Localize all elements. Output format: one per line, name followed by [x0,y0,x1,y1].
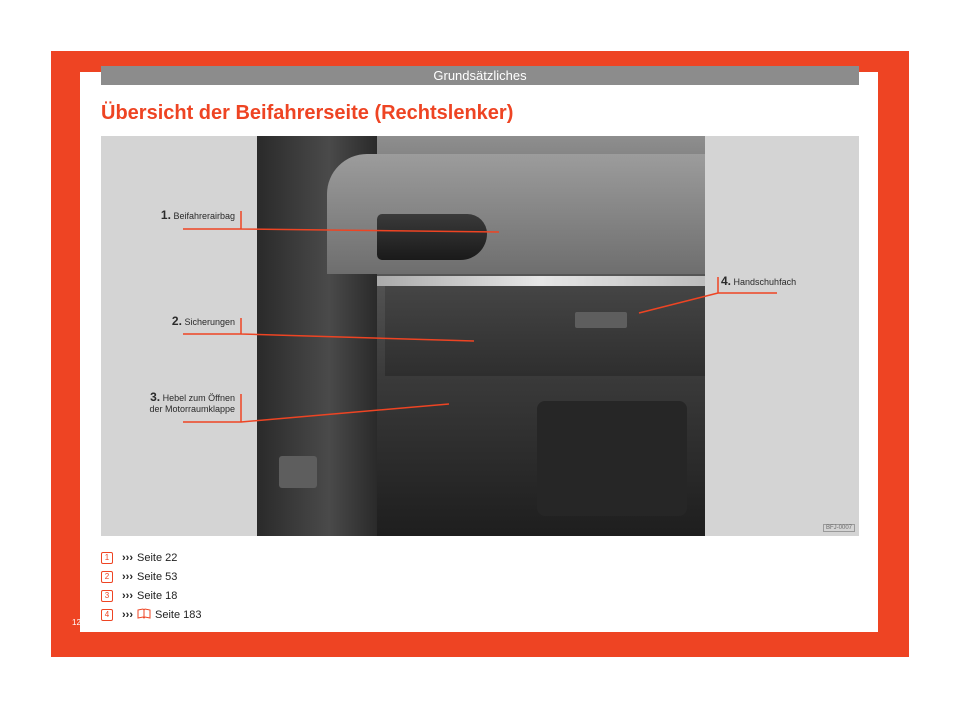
reference-number-badge: 4 [101,609,113,621]
callout-4: 4. Handschuhfach [721,274,797,288]
reference-link[interactable]: Seite 18 [137,589,178,602]
figure-code: BFJ-0007 [823,524,855,532]
section-header: Grundsätzliches [101,66,859,85]
reference-item: 1 ››› Seite 22 [101,548,201,567]
callout-3: 3. Hebel zum Öffnen der Motorraumklappe [149,390,235,414]
figure-passenger-side [101,136,859,536]
book-icon [137,608,151,622]
callout-2: 2. Sicherungen [171,314,235,328]
callout-lines [101,136,859,536]
reference-list [101,548,201,624]
reference-item: 4 ››› Seite 183 [101,605,201,624]
reference-number-badge: 3 [101,590,113,602]
reference-link[interactable]: Seite 22 [137,551,178,564]
reference-number-badge: 1 [101,552,113,564]
reference-item: 2 ››› Seite 53 [101,567,201,586]
reference-link[interactable]: Seite 183 [155,608,202,621]
reference-item: 3 ››› Seite 18 [101,586,201,605]
page-title: Übersicht der Beifahrerseite (Rechtslenker) [101,102,514,124]
reference-link[interactable]: Seite 53 [137,570,178,583]
page-number: 12 [72,618,81,627]
reference-number-badge: 2 [101,571,113,583]
callout-1: 1. Beifahrerairbag [160,208,235,222]
